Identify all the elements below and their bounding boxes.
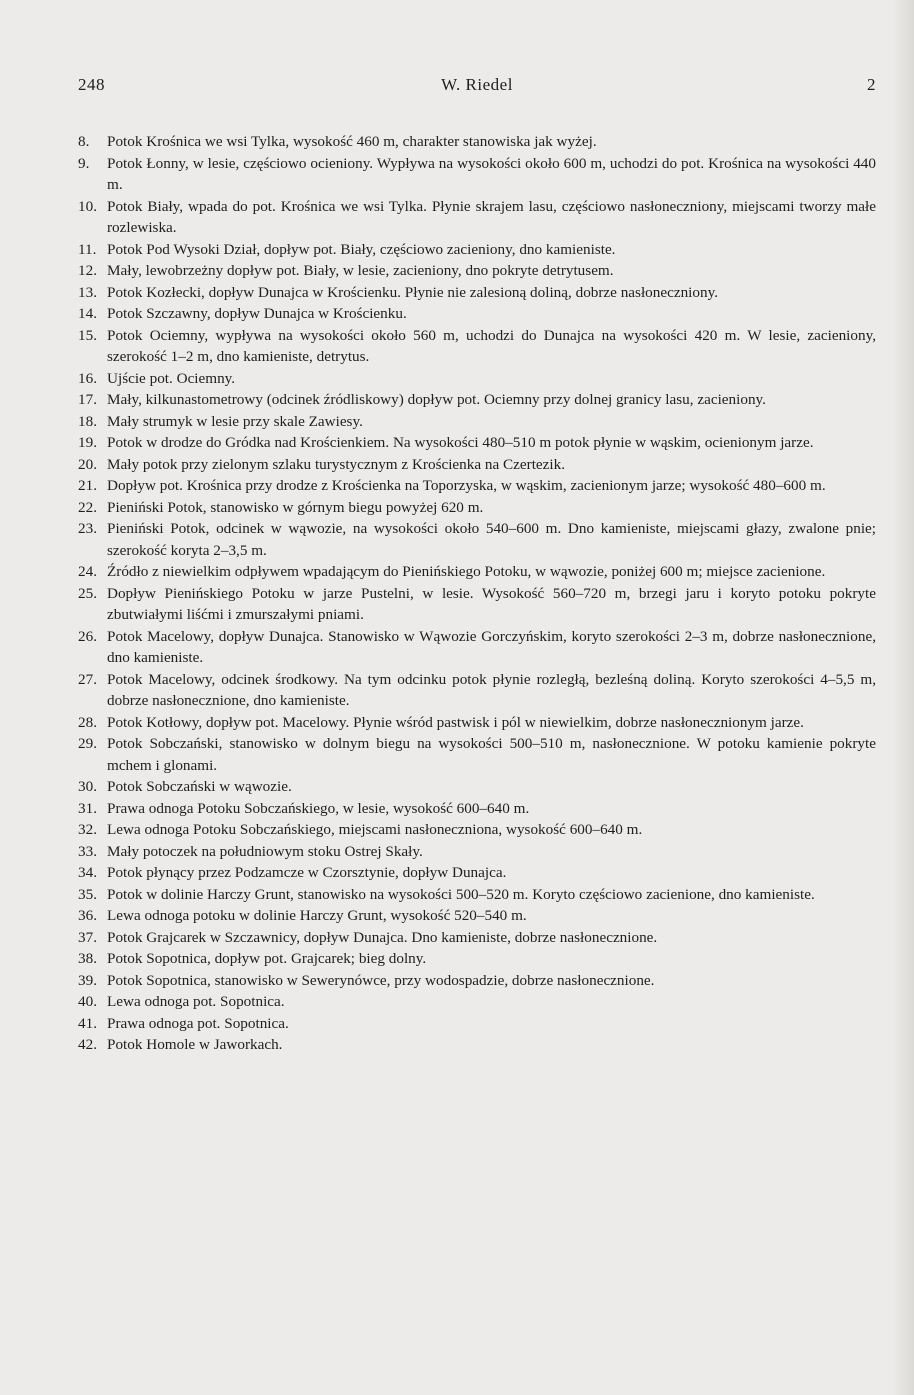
list-item — [78, 948, 876, 970]
entry-text: Potok Grajcarek w Szczawnicy, dopływ Dunajca. Dno kamieniste, dobrze nasłonecznione. — [107, 928, 658, 946]
entry-text: Potok w dolinie Harczy Grunt, stanowisko na wysokości 500–520 m. Koryto częściowo zacienione, dno kamieniste. — [107, 885, 815, 903]
entry-number: 16. — [78, 369, 97, 387]
list-item — [78, 153, 876, 196]
page-edge-shadow — [892, 0, 914, 1395]
entry-number: 31. — [78, 799, 97, 817]
list-item — [78, 389, 876, 411]
entry-number: 35. — [78, 885, 97, 903]
entry-number: 18. — [78, 412, 97, 430]
entry-text: Mały potok przy zielonym szlaku turystycznym z Krościenka na Czertezik. — [107, 455, 566, 473]
entry-text: Lewa odnoga Potoku Sobczańskiego, miejscami nasłoneczniona, wysokość 600–640 m. — [107, 821, 643, 838]
entry-number: 12. — [78, 262, 97, 279]
entry-number: 22. — [78, 498, 97, 516]
entry-number: 37. — [78, 928, 97, 946]
list-item — [78, 325, 876, 368]
list-item — [78, 497, 876, 519]
list-item — [78, 712, 876, 734]
entry-number: 25. — [78, 584, 97, 602]
entry-text: Potok Pod Wysoki Dział, dopływ pot. Biały, częściowo zacieniony, dno kamieniste. — [107, 240, 616, 258]
list-item — [78, 239, 876, 261]
entry-number: 39. — [78, 971, 97, 989]
list-item — [78, 991, 876, 1013]
entry-text: Potok Macelowy, odcinek środkowy. Na tym odcinku potok płynie rozległą, bezleśną doliną. Koryto szerokości 4–5,5 m, dobrze nasłonecznione, dno kamieniste. — [107, 670, 876, 709]
entry-text: Potok Sobczański, stanowisko w dolnym biegu na wysokości 500–510 m, nasłonecznione. W potoku kamienie pokryte mchem i glonami. — [107, 735, 876, 774]
list-item — [78, 884, 876, 906]
list-item — [78, 1013, 876, 1035]
entry-number: 33. — [78, 842, 97, 860]
entry-text: Pieniński Potok, stanowisko w górnym biegu powyżej 620 m. — [107, 498, 484, 516]
entry-text: Potok Krośnica we wsi Tylka, wysokość 460 m, charakter stanowiska jak wyżej. — [107, 133, 597, 150]
entry-number: 29. — [78, 735, 97, 752]
list-item — [78, 905, 876, 927]
running-head-author: W. Riedel — [441, 75, 513, 94]
entry-text: Potok w drodze do Gródka nad Krościenkiem. Na wysokości 480–510 m potok płynie w wąskim, ocienionym jarze. — [107, 434, 814, 451]
entry-number: 24. — [78, 563, 97, 580]
list-item — [78, 819, 876, 841]
entry-text: Ujście pot. Ociemny. — [107, 369, 236, 387]
entry-number: 19. — [78, 434, 97, 451]
list-item — [78, 368, 876, 390]
entry-number: 9. — [78, 154, 90, 172]
entry-text: Potok Macelowy, dopływ Dunajca. Stanowisko w Wąwozie Gorczyńskim, koryto szerokości 2–3 m, dobrze nasłonecznione, dno kamieniste. — [107, 627, 876, 666]
list-item — [78, 282, 876, 304]
entry-text: Potok Ociemny, wypływa na wysokości około 560 m, uchodzi do Dunajca na wysokości 420 m. W lesie, zacieniony, szerokość 1–2 m, dno kamieniste, detrytus. — [107, 326, 876, 365]
list-item — [78, 862, 876, 884]
entry-number: 38. — [78, 950, 97, 967]
entry-number: 41. — [78, 1014, 97, 1032]
site-list — [78, 131, 876, 1056]
entry-text: Źródło z niewielkim odpływem wpadającym do Pienińskiego Potoku, w wąwozie, poniżej 600 m; miejsce zacienione. — [107, 563, 826, 580]
list-item — [78, 1034, 876, 1056]
entry-number: 15. — [78, 326, 97, 344]
list-item — [78, 411, 876, 433]
entry-text: Potok Sopotnica, stanowisko w Sewerynówce, przy wodospadzie, dobrze nasłonecznione. — [107, 971, 655, 989]
entry-text: Potok Łonny, w lesie, częściowo ocieniony. Wypływa na wysokości około 600 m, uchodzi do pot. Krośnica na wysokości 440 m. — [107, 154, 876, 193]
entry-text: Potok Sopotnica, dopływ pot. Grajcarek; bieg dolny. — [107, 950, 427, 967]
list-item — [78, 518, 876, 561]
entry-number: 26. — [78, 627, 97, 645]
entry-number: 28. — [78, 713, 97, 731]
entry-text: Lewa odnoga pot. Sopotnica. — [107, 993, 285, 1010]
entry-text: Potok Homole w Jaworkach. — [107, 1036, 283, 1053]
list-item — [78, 669, 876, 712]
entry-text: Pieniński Potok, odcinek w wąwozie, na wysokości około 540–600 m. Dno kamieniste, miejscami głazy, zwalone pnie; szerokość koryta 2–3,5 m. — [107, 520, 876, 559]
entry-number: 10. — [78, 197, 97, 215]
entry-text: Potok Szczawny, dopływ Dunajca w Krościenku. — [107, 305, 407, 322]
entry-number: 17. — [78, 391, 97, 408]
entry-text: Mały strumyk w lesie przy skale Zawiesy. — [107, 412, 363, 430]
entry-number: 34. — [78, 864, 97, 881]
entry-number: 40. — [78, 993, 97, 1010]
list-item — [78, 303, 876, 325]
entry-number: 13. — [78, 283, 97, 301]
entry-text: Potok płynący przez Podzamcze w Czorsztynie, dopływ Dunajca. — [107, 864, 507, 881]
entry-text: Prawa odnoga pot. Sopotnica. — [107, 1014, 289, 1032]
entry-text: Prawa odnoga Potoku Sobczańskiego, w lesie, wysokość 600–640 m. — [107, 799, 530, 817]
page-number: 248 — [78, 75, 105, 94]
list-item — [78, 970, 876, 992]
running-head-chapter: 2 — [867, 75, 876, 94]
entry-text: Potok Sobczański w wąwozie. — [107, 778, 292, 795]
entry-text: Mały potoczek na południowym stoku Ostrej Skały. — [107, 842, 423, 860]
list-item — [78, 475, 876, 497]
list-item — [78, 798, 876, 820]
list-item — [78, 776, 876, 798]
entry-text: Mały, kilkunastometrowy (odcinek źródliskowy) dopływ pot. Ociemny przy dolnej granicy lasu, zacieniony. — [107, 391, 766, 408]
entry-text: Dopływ pot. Krośnica przy drodze z Krościenka na Toporzyska, w wąskim, zacienionym jarze; wysokość 480–600 m. — [107, 477, 826, 494]
entry-number: 11. — [78, 240, 97, 258]
list-item — [78, 733, 876, 776]
list-item — [78, 131, 876, 153]
entry-number: 20. — [78, 455, 97, 473]
list-item — [78, 432, 876, 454]
entry-number: 14. — [78, 305, 97, 322]
entry-number: 8. — [78, 133, 90, 150]
entry-number: 32. — [78, 821, 97, 838]
entry-number: 36. — [78, 907, 97, 924]
list-item — [78, 561, 876, 583]
list-item — [78, 196, 876, 239]
entry-number: 21. — [78, 477, 97, 494]
entry-number: 27. — [78, 670, 97, 688]
list-item — [78, 583, 876, 626]
entry-number: 23. — [78, 520, 97, 537]
entry-text: Dopływ Pienińskiego Potoku w jarze Pustelni, w lesie. Wysokość 560–720 m, brzegi jaru i koryto potoku pokryte zbutwiałymi liśćmi i zmurszałymi pniami. — [107, 584, 876, 623]
list-item — [78, 927, 876, 949]
list-item — [78, 841, 876, 863]
entry-text: Potok Kozłecki, dopływ Dunajca w Krościenku. Płynie nie zalesioną doliną, dobrze nasłoneczniony. — [107, 283, 718, 301]
entry-number: 42. — [78, 1036, 97, 1053]
entry-text: Potok Biały, wpada do pot. Krośnica we wsi Tylka. Płynie skrajem lasu, częściowo nasłoneczniony, miejscami tworzy małe rozlewiska. — [107, 197, 876, 236]
list-item — [78, 626, 876, 669]
list-item — [78, 260, 876, 282]
entry-text: Potok Kotłowy, dopływ pot. Macelowy. Płynie wśród pastwisk i pól w niewielkim, dobrze nasłonecznionym jarze. — [107, 713, 804, 731]
entry-text: Lewa odnoga potoku w dolinie Harczy Grunt, wysokość 520–540 m. — [107, 907, 527, 924]
entry-number: 30. — [78, 778, 97, 795]
entry-text: Mały, lewobrzeżny dopływ pot. Biały, w lesie, zacieniony, dno pokryte detrytusem. — [107, 262, 614, 279]
list-item — [78, 454, 876, 476]
